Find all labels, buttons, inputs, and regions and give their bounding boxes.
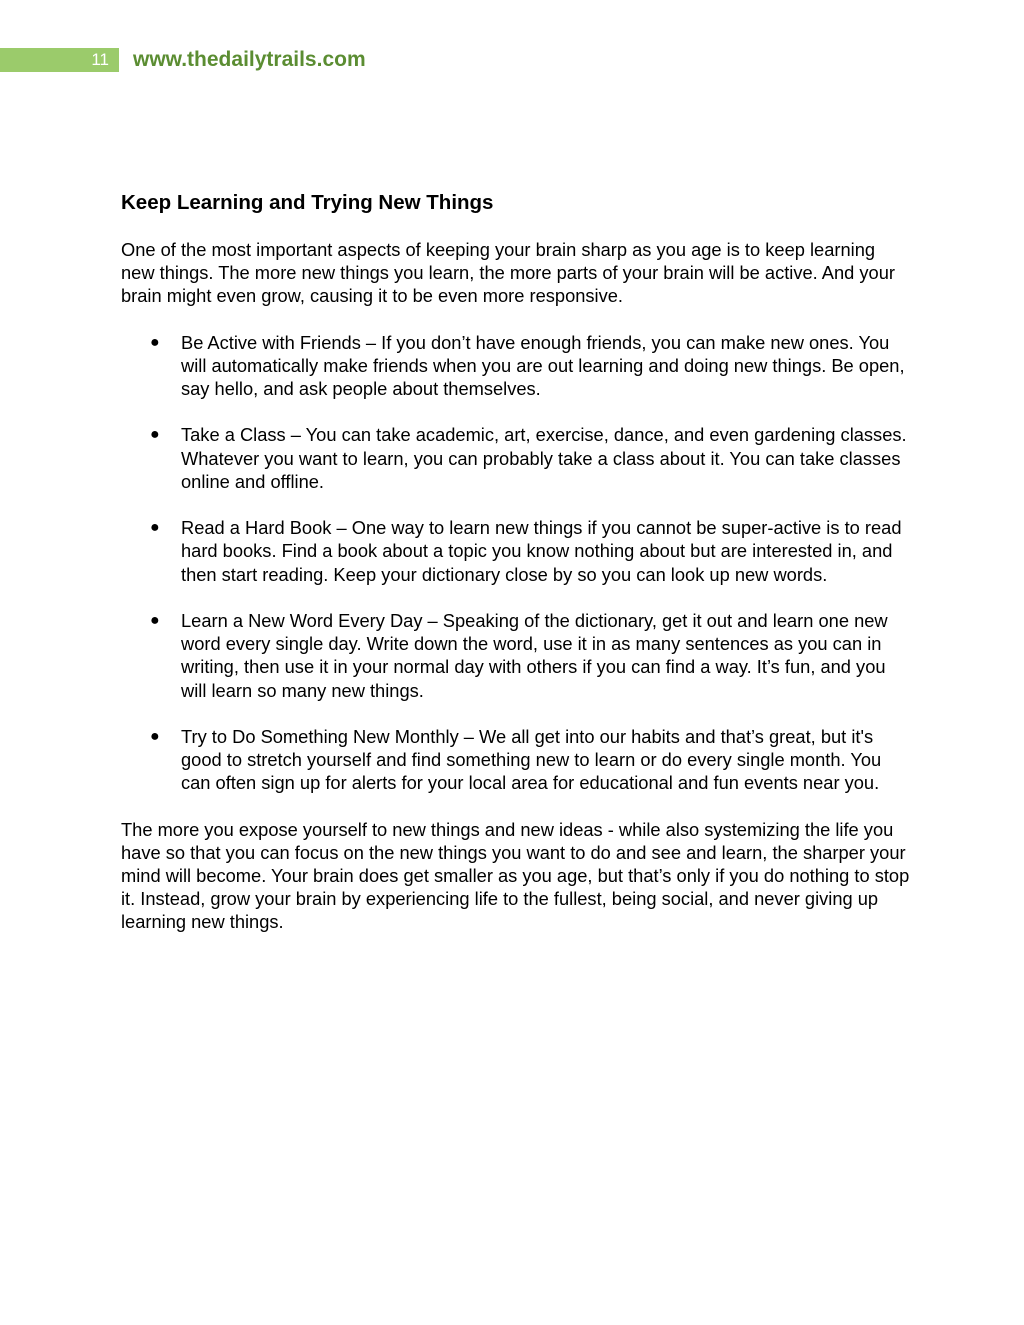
article-title: Keep Learning and Trying New Things: [121, 191, 494, 214]
bullet-icon: ●: [150, 519, 160, 537]
article: [121, 190, 911, 934]
list-item-text: Read a Hard Book – One way to learn new things if you cannot be super-active is to read hard books. Find a book about a topic you know nothing about but are interested in, and then start reading. Keep your dictionary close by so you can look up new words.: [181, 517, 902, 585]
list-item-text: Be Active with Friends – If you don’t have enough friends, you can make new ones. You will automatically make friends when you are out learning and doing new things. Be open, say hello, and ask people about themselves.: [181, 331, 905, 400]
list-item: [121, 331, 911, 401]
list-item: [121, 609, 911, 702]
bullet-icon: ●: [150, 728, 160, 745]
bullet-icon: ●: [150, 333, 160, 351]
conclusion-paragraph: The more you expose yourself to new things and new ideas - while also systemizing the life you have so that you can focus on the new things you want to do and see and learn, the sharper your mind will become. Your brain does get smaller as you age, but that’s only if you do nothing to stop it. Instead, grow your brain by experiencing life to the fullest, being social, and never giving up learning new things.: [121, 818, 910, 933]
list-item: [121, 725, 911, 795]
list-item-text: Learn a New Word Every Day – Speaking of the dictionary, get it out and learn one new word every single day. Write down the word, use it in as many sentences as you can in writing, then use it in your normal day with others if you can find a way. It’s fun, and you will learn so many new things.: [181, 610, 888, 701]
bullet-icon: ●: [150, 612, 160, 629]
site-url[interactable]: www.thedailytrails.com: [133, 48, 366, 71]
page-number: 11: [0, 48, 119, 72]
intro-paragraph: One of the most important aspects of keeping your brain sharp as you age is to keep learning new things. The more new things you learn, the more parts of your brain will be active. And your brain might even grow, causing it to be even more responsive.: [121, 239, 895, 307]
list-item: [121, 423, 911, 493]
list-item-text: Take a Class – You can take academic, art, exercise, dance, and even gardening classes. Whatever you want to learn, you can probably take a class about it. You can take classes online and offline.: [181, 424, 907, 492]
list-item-text: Try to Do Something New Monthly – We all get into our habits and that’s great, but it's good to stretch yourself and find something new to learn or do every single month. You can often sign up for alerts for your local area for educational and fun events near you.: [181, 726, 882, 794]
bullet-list: [121, 331, 911, 795]
list-item: [121, 516, 911, 586]
bullet-icon: ●: [150, 426, 160, 444]
page-header: [0, 48, 600, 72]
